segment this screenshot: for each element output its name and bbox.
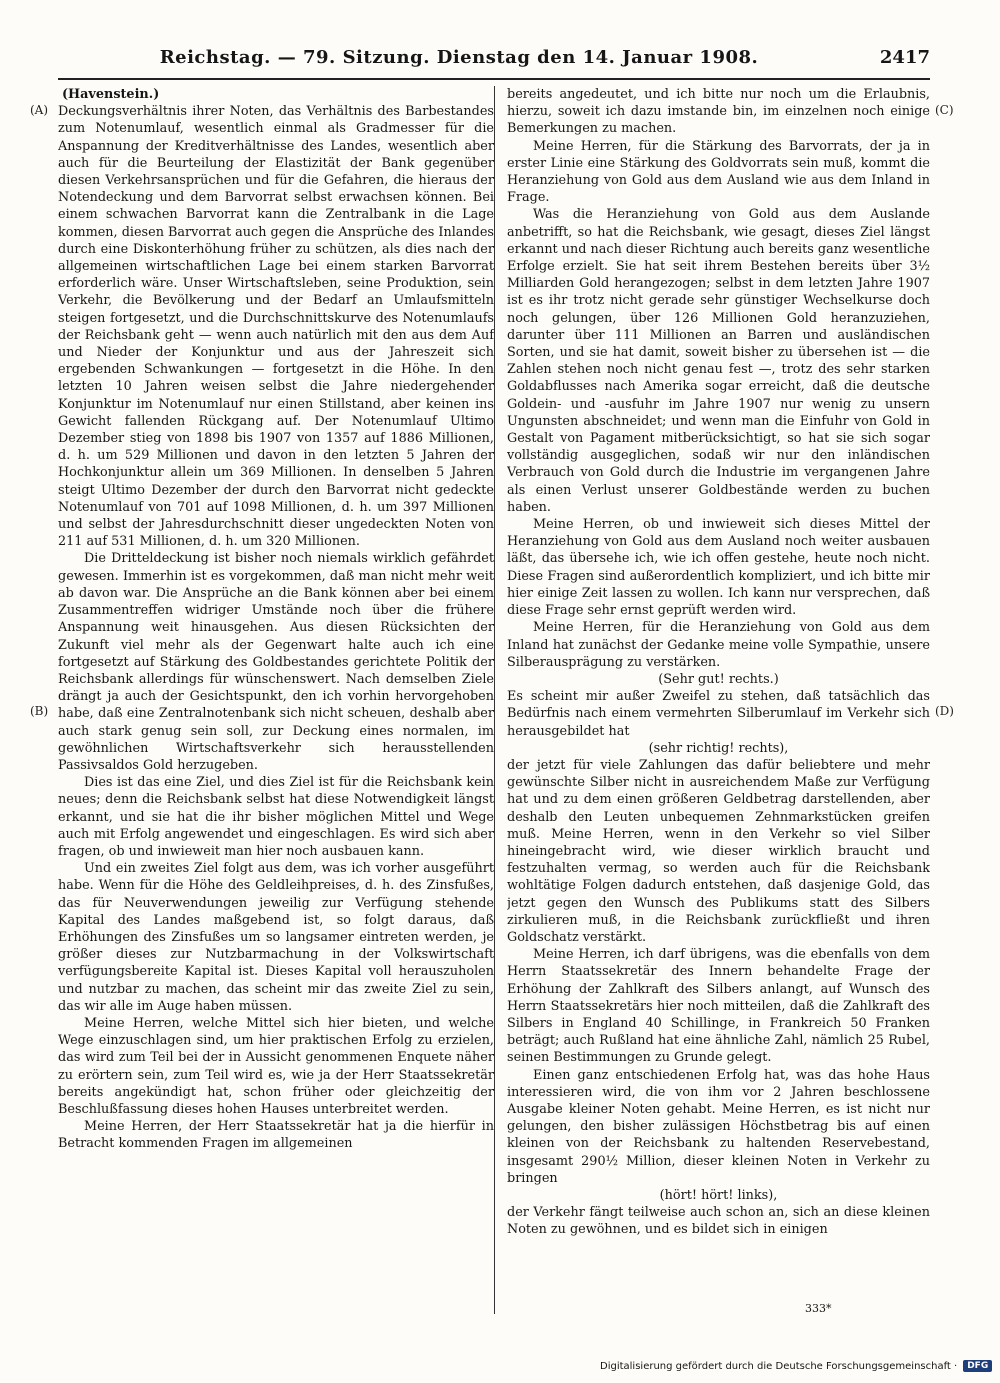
margin-marker-b: (B) xyxy=(30,704,49,718)
dfg-logo: DFG xyxy=(963,1360,992,1372)
margin-marker-d: (D) xyxy=(935,704,954,718)
margin-marker-a: (A) xyxy=(30,103,49,117)
paragraph: Die Dritteldeckung ist bisher noch niemals wirklich gefährdet gewesen. Immerhin ist es vorgekommen, daß man nicht mehr weit ab davon war. Die Ansprüche an die Bank können aber bei einem Zusammentreffen widriger Umstände noch über die frühere Anspannung weit hinausgehen. Aus diesen Rücksichten der Zukunft viel mehr als der Gegenwart halte auch ich eine fortgesetzt auf Stärkung des Goldbestandes gerichtete Politik der Reichsbank allerdings für wünschenswert. Nach demselben Ziele drängt ja auch der Gesichtspunkt, den ich vorhin hervorgehoben habe, daß eine Zentralnotenbank sich nicht scheuen, deshalb aber auch stark genug sein soll, zur Deckung eines normalen, im gewöhnlichen Wirtschaftsverkehr sich herausstellenden Passivsaldos Gold herzugeben. xyxy=(58,551,494,773)
paragraph: Dies ist das eine Ziel, und dies Ziel ist für die Reichsbank kein neues; denn die Reichsbank selbst hat diese Notwendigkeit längst erkannt, und sie hat die ihr bisher möglichen Mittel und Wege auch mit Erfolg angewendet und eingeschlagen. Es wird sich aber fragen, ob und inwieweit man hier noch ausbauen kann. xyxy=(58,775,494,859)
paragraph: bereits angedeutet, und ich bitte nur noch um die Erlaubnis, hierzu, soweit ich dazu imstande bin, im einzelnen noch einige Bemerkungen zu machen. xyxy=(507,87,930,137)
left-column xyxy=(58,86,494,1302)
paragraph: Meine Herren, welche Mittel sich hier bieten, und welche Wege einzuschlagen sind, um hier praktischen Erfolg zu erzielen, das wird zum Teil bei der in Aussicht genommenen Enquete näher zu erörtern sein, zum Teil wird es, wie ja der Herr Staatssekretär bereits angekündigt hat, schon früher oder gleichzeitig der Beschlußfassung dieses hohen Hauses unterbreitet werden. xyxy=(58,1015,494,1117)
footer-text: Digitalisierung gefördert durch die Deutsche Forschungsgemeinschaft · xyxy=(600,1360,958,1372)
footer xyxy=(600,1360,992,1372)
paragraph: Meine Herren, für die Stärkung des Barvorrats, der ja in erster Linie eine Stärkung des Goldvorrats sein muß, kommt die Heranziehung von Gold aus dem Ausland wie aus dem Inland in Frage. xyxy=(507,138,930,206)
right-paragraphs xyxy=(507,86,930,1239)
paragraph: (hört! hört! links), xyxy=(659,1188,778,1203)
signature-mark: 333* xyxy=(805,1302,832,1315)
paragraph: Meine Herren, ich darf übrigens, was die ebenfalls von dem Herrn Staatssekretär des Innern behandelte Frage der Erhöhung der Zahlkraft des Silbers anlangt, auf Wunsch des Herrn Staatssekretärs hier noch mitteilen, daß die Zahlkraft des Silbers in England 40 Schillinge, in Frankreich 50 Franken beträgt; auch Rußland hat eine ähnliche Zahl, nämlich 25 Rubel, seinen Bestimmungen zu Grunde gelegt. xyxy=(507,947,930,1066)
paragraph: Deckungsverhältnis ihrer Noten, das Verhältnis des Barbestandes zum Notenumlauf, wesentlich einmal als Gradmesser für die Anspannung der Kreditverhältnisse des Landes, wesentlich aber auch für die Beurteilung der Elastizität der Bank gegenüber diesen Verkehrsansprüchen und für die Gefahren, die hieraus der Notendeckung und dem Barvorrat selbst erwachsen können. Bei einem schwachen Barvorrat kann die Zentralbank in die Lage kommen, diesen Barvorrat auch gegen die Ansprüche des Inlandes durch eine Diskonterhöhung früher zu schützen, als dies nach der allgemeinen wirtschaftlichen Lage bei einem starken Barvorrat erforderlich wäre. Unser Wirtschaftsleben, seine Produktion, sein Verkehr, die Bevölkerung und der Bedarf an Umlaufsmitteln steigen fortgesetzt, und die Durchschnittskurve des Notenumlaufs der Reichsbank geht — wenn auch natürlich mit den aus dem Auf und Nieder der Konjunktur und aus der Jahreszeit sich ergebenden Schwankungen — fortgesetzt in die Höhe. In den letzten 10 Jahren weisen selbst die Jahre niedergehender Konjunktur im Notenumlauf nur einen Stillstand, aber keinen ins Gewicht fallenden Rückgang auf. Der Notenumlauf Ultimo Dezember stieg von 1898 bis 1907 von 1357 auf 1886 Millionen, d. h. um 529 Millionen und davon in den letzten 5 Jahren der Hochkonjunktur allein um 369 Millionen. In denselben 5 Jahren steigt Ultimo Dezember der durch den Barvorrat nicht gedeckte Notenumlauf von 701 auf 1098 Millionen, d. h. um 397 Millionen und selbst der Jahresdurchschnitt dieser ungedeckten Noten von 211 auf 531 Millionen, d. h. um 320 Millionen. xyxy=(58,104,494,550)
paragraph: Was die Heranziehung von Gold aus dem Auslande anbetrifft, so hat die Reichsbank, wie gesagt, dieses Ziel längst erkannt und nach dieser Richtung auch bereits ganz wesentliche Erfolge erzielt. Sie hat seit ihrem Bestehen bereits über 3½ Milliarden Gold herangezogen; selbst in dem letzten Jahre 1907 ist es ihr trotz nicht gerade sehr günstiger Wechselkurse doch noch gelungen, über 126 Millionen Gold heranzuziehen, darunter über 111 Millionen an Barren und ausländischen Sorten, und sie hat damit, soweit bisher zu übersehen ist — die Zahlen stehen noch nicht genau fest —, trotz des sehr starken Goldabflusses nach Amerika sogar erreicht, daß die deutsche Goldein- und -ausfuhr im Jahre 1907 nur wenig zu unsern Ungunsten abschneidet; und wenn man die Einfuhr von Gold in Gestalt von Pagament mitberücksichtigt, so hat sie sich sogar vollständig ausgeglichen, sodaß wir nur den inländischen Verbrauch von Gold durch die Industrie im vergangenen Jahre als einen Verlust unserer Goldbestände werden zu buchen haben. xyxy=(507,207,930,515)
left-paragraphs xyxy=(58,103,494,1152)
paragraph: (Sehr gut! rechts.) xyxy=(658,671,779,687)
running-head: Reichstag. — 79. Sitzung. Dienstag den 14. Januar 1908. xyxy=(159,47,759,68)
page-number: 2417 xyxy=(879,47,930,68)
paragraph: der jetzt für viele Zahlungen das dafür beliebtere und mehr gewünschte Silber nicht in ausreichendem Maße zur Verfügung hat und zu dem einen größeren Geldbetrag darstellenden, aber deshalb den Leuten unbequemen Zehnmarkstücken greifen muß. Meine Herren, wenn in den Verkehr so viel Silber hineingebracht wird, wie dieser wirklich braucht und festzuhalten vermag, so werden auch für die Reichsbank wohltätige Folgen dadurch entstehen, daß dasjenige Gold, das jetzt gegen den Wunsch des Publikums statt des Silbers zirkulieren muß, in die Reichsbank zurückfließt und ihren Goldschatz verstärkt. xyxy=(507,757,930,945)
column-divider xyxy=(494,86,495,1314)
page-header xyxy=(58,44,930,80)
paragraph: Es scheint mir außer Zweifel zu stehen, daß tatsächlich das Bedürfnis nach einem vermehrten Silberumlauf im Verkehr sich herausgebildet hat xyxy=(507,689,930,739)
speaker-name: (Havenstein.) xyxy=(62,87,160,102)
paragraph: Einen ganz entschiedenen Erfolg hat, was das hohe Haus interessieren wird, die von ihm vor 2 Jahren beschlossene Ausgabe kleiner Noten gehabt. Meine Herren, es ist nicht nur gelungen, den bisher zulässigen Höchstbetrag bis auf einen kleinen von der Reichsbank zu haltenden Reservebestand, insgesamt 290½ Million, dieser kleinen Noten in Verkehr zu bringen xyxy=(507,1067,930,1186)
paragraph: Meine Herren, ob und inwieweit sich dieses Mittel der Heranziehung von Gold aus dem Ausland noch weiter ausbauen läßt, das übersehe ich, wie ich offen gestehe, heute noch nicht. Diese Fragen sind außerordentlich kompliziert, und ich bitte mir hier einige Zeit lassen zu wollen. Ich kann nur versprechen, daß diese Frage sehr ernst geprüft werden wird. xyxy=(507,517,930,619)
paragraph: (sehr richtig! rechts), xyxy=(648,740,789,756)
paragraph: der Verkehr fängt teilweise auch schon an, sich an diese kleinen Noten zu gewöhnen, und es bildet sich in einigen xyxy=(507,1205,930,1238)
margin-marker-c: (C) xyxy=(935,103,954,117)
right-column xyxy=(507,86,930,1302)
paragraph: Meine Herren, der Herr Staatssekretär hat ja die hierfür in Betracht kommenden Fragen im allgemeinen xyxy=(58,1119,494,1152)
paragraph: Meine Herren, für die Heranziehung von Gold aus dem Inland hat zunächst der Gedanke meine volle Sympathie, unsere Silberausprägung zu verstärken. xyxy=(507,620,930,670)
paragraph: Und ein zweites Ziel folgt aus dem, was ich vorher ausgeführt habe. Wenn für die Höhe des Geldleihpreises, d. h. des Zinsfußes, das für Neuverwendungen jeweilig zur Verfügung stehende Kapital des Landes maßgebend ist, so folgt daraus, daß Erhöhungen des Zinsfußes um so langsamer eintreten werden, je größer dieses zur Nutzbarmachung in der Volkswirtschaft verfügungsbereite Kapital ist. Dieses Kapital voll herauszuholen und nutzbar zu machen, das scheint mir das zweite Ziel zu sein, das wir alle im Auge haben müssen. xyxy=(58,861,494,1014)
